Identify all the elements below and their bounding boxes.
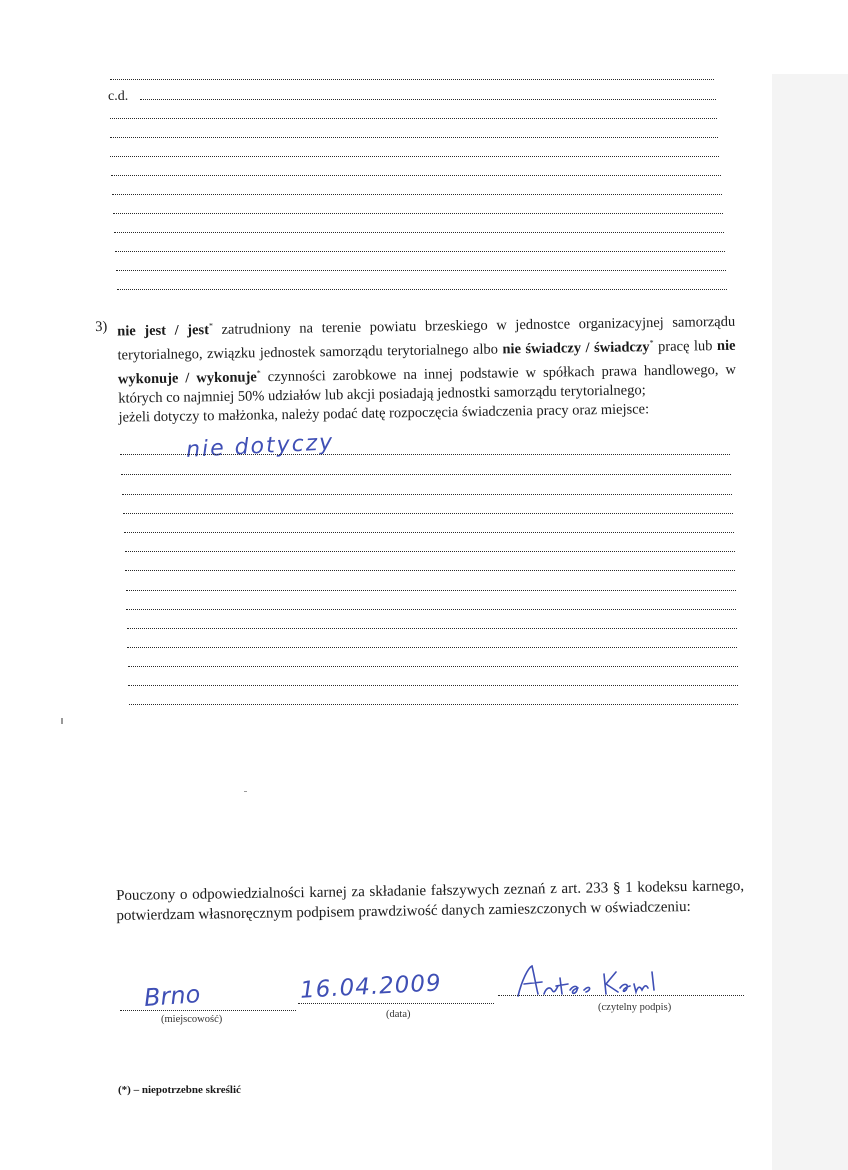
work-option-bold: nie świadczy / świadczy	[502, 339, 650, 358]
handwritten-signature	[512, 960, 692, 1004]
dotted-line	[110, 79, 714, 80]
dotted-line	[110, 156, 719, 157]
dotted-line	[123, 513, 733, 514]
footnote-star: *	[649, 338, 654, 348]
dotted-line	[125, 570, 735, 571]
dotted-line	[111, 175, 721, 176]
dotted-line	[115, 251, 725, 252]
scan-speck	[244, 791, 247, 792]
dotted-line	[110, 137, 718, 138]
dotted-line	[116, 270, 726, 271]
handwritten-answer: nie dotyczy	[185, 430, 335, 463]
dotted-line	[128, 666, 738, 667]
place-line	[120, 1010, 296, 1011]
dotted-line	[120, 454, 730, 455]
place-caption: (miejscowość)	[161, 1014, 223, 1025]
date-caption: (data)	[386, 1009, 411, 1020]
dotted-line	[121, 474, 731, 475]
footnote-star: *	[256, 368, 261, 378]
dotted-line	[122, 494, 732, 495]
dotted-line	[125, 551, 735, 552]
dotted-line	[140, 99, 716, 100]
dotted-line	[113, 213, 723, 214]
item-3-text: pracę lub	[653, 338, 718, 356]
date-line	[298, 1003, 494, 1004]
footnote-star: *	[208, 321, 213, 331]
dotted-line	[127, 647, 737, 648]
perjury-warning-paragraph: Pouczony o odpowiedzialności karnej za składanie fałszywych zeznań z art. 233 § 1 kodeksu karnego, potwierdzam własnoręcznym podpisem prawdziwość danych zamieszczonych w oświadczeniu:	[116, 878, 745, 924]
dotted-line	[110, 118, 717, 119]
dotted-line	[126, 609, 736, 610]
dotted-line	[117, 289, 727, 290]
dotted-line	[114, 232, 724, 233]
spouse-instruction: jeżeli dotyczy to małżonka, należy podać datę rozpoczęcia świadczenia pracy oraz miejsce:	[118, 401, 650, 426]
activity-option-bold: nie wykonuje / wykonuje	[117, 337, 736, 388]
dotted-line	[112, 194, 722, 195]
dotted-line	[128, 685, 738, 686]
dotted-line	[129, 704, 738, 705]
item-3-paragraph	[95, 308, 737, 429]
scan-speck	[61, 718, 63, 724]
employment-option-bold: nie jest / jest	[117, 322, 210, 340]
signature-caption: (czytelny podpis)	[598, 1002, 672, 1013]
item-3-text: czynności zarobkowe na innej podstawie w spółkach prawa handlowego, w których co najmniej 50% udziałów lub akcji posiadają jednostki samorządu terytorialnego;	[118, 361, 737, 407]
handwritten-date: 16.04.2009	[299, 970, 443, 1004]
signature-line	[498, 995, 744, 996]
dotted-line	[126, 590, 736, 591]
dotted-line	[127, 628, 737, 629]
dotted-line	[124, 532, 734, 533]
item-number: 3)	[95, 318, 108, 335]
item-3-text: zatrudniony na terenie powiatu brzeskiego w jednostce organizacyjnej samorządu terytorialnego, związku jednostek samorządu terytorialnego albo	[117, 313, 736, 364]
footnote-text: (*) – niepotrzebne skreślić	[118, 1084, 241, 1096]
continuation-label: c.d.	[108, 89, 129, 104]
handwritten-place: Brno	[143, 980, 202, 1012]
